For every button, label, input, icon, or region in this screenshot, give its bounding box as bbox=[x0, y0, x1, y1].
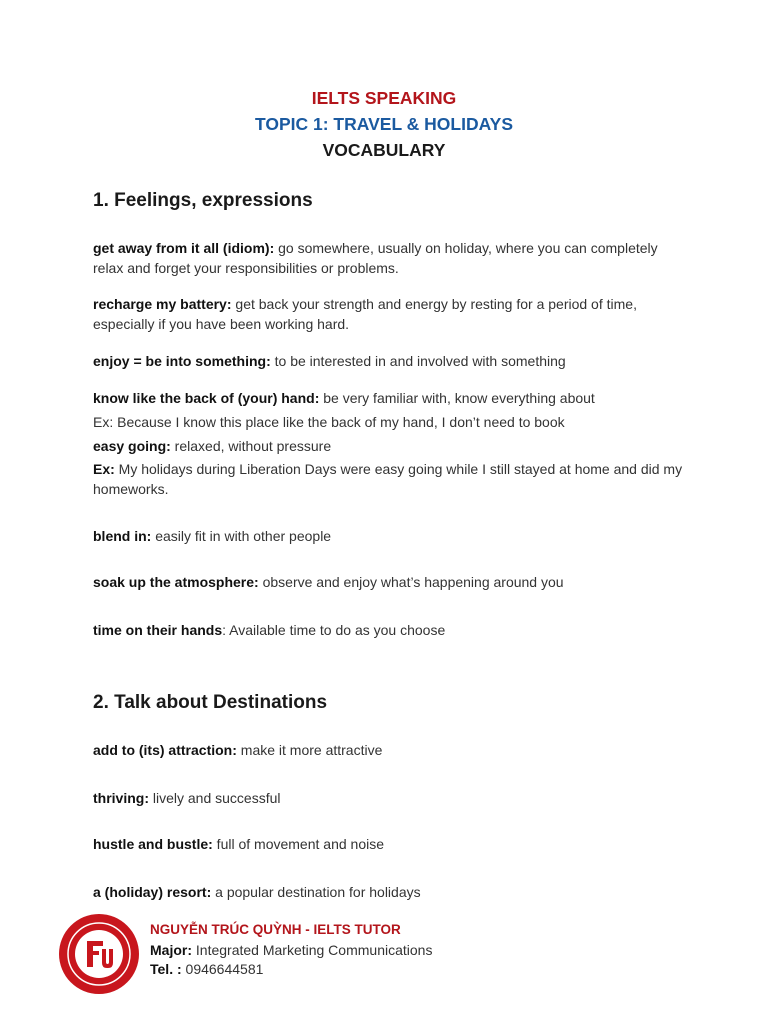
vocab-definition: observe and enjoy what’s happening around you bbox=[258, 574, 564, 590]
tel-value: 0946644581 bbox=[181, 961, 264, 977]
vocab-definition: a popular destination for holidays bbox=[211, 884, 421, 900]
vocab-entry bbox=[93, 572, 683, 592]
vocab-term: time on their hands bbox=[93, 622, 223, 638]
section-title-feelings: 1. Feelings, expressions bbox=[93, 190, 313, 211]
vocab-definition: go somewhere, usually on holiday, where you can completely relax and forget your responsibilities or problems. bbox=[93, 240, 658, 276]
vocab-entry bbox=[93, 526, 683, 546]
vocab-definition: get back your strength and energy by resting for a period of time, especially if you have been working hard. bbox=[93, 296, 637, 332]
major-label: Major: bbox=[150, 942, 192, 958]
vocab-definition: lively and successful bbox=[149, 790, 281, 806]
vocab-term: soak up the atmosphere: bbox=[93, 574, 259, 590]
header-topic: TOPIC 1: TRAVEL & HOLIDAYS bbox=[254, 114, 513, 134]
vocab-definition: : Available time to do as you choose bbox=[222, 622, 446, 638]
vocab-term: blend in: bbox=[93, 528, 152, 544]
major-value: Integrated Marketing Communications bbox=[192, 942, 433, 958]
vocab-term: recharge my battery: bbox=[93, 296, 232, 312]
vocab-term: enjoy = be into something: bbox=[93, 353, 271, 369]
university-seal-logo bbox=[58, 913, 140, 995]
vocab-entry bbox=[93, 620, 683, 640]
vocab-definition: to be interested in and involved with something bbox=[270, 353, 566, 369]
tutor-major bbox=[150, 942, 432, 958]
vocab-definition: full of movement and noise bbox=[212, 836, 385, 852]
section-title-destinations: 2. Talk about Destinations bbox=[93, 692, 328, 713]
vocab-definition: make it more attractive bbox=[236, 742, 383, 758]
vocab-definition: easily fit in with other people bbox=[151, 528, 332, 544]
vocab-term: easy going: bbox=[93, 438, 171, 454]
vocab-term: know like the back of (your) hand: bbox=[93, 390, 320, 406]
vocab-entry bbox=[93, 238, 683, 278]
vocab-term: get away from it all (idiom): bbox=[93, 240, 275, 256]
vocab-entry bbox=[93, 834, 683, 854]
tutor-phone bbox=[150, 961, 263, 977]
vocab-entry bbox=[93, 294, 683, 334]
vocab-term: hustle and bustle: bbox=[93, 836, 213, 852]
vocab-entry bbox=[93, 388, 683, 408]
vocab-definition: relaxed, without pressure bbox=[170, 438, 332, 454]
tutor-name: NGUYỄN TRÚC QUỲNH - IELTS TUTOR bbox=[150, 922, 401, 937]
vocab-term: Ex: bbox=[93, 461, 115, 477]
vocab-term: thriving: bbox=[93, 790, 149, 806]
vocab-entry bbox=[93, 740, 683, 760]
header-vocabulary: VOCABULARY bbox=[322, 140, 446, 160]
vocab-entry bbox=[93, 436, 683, 456]
vocab-example bbox=[93, 459, 683, 499]
vocab-entry bbox=[93, 882, 683, 902]
vocab-term: a (holiday) resort: bbox=[93, 884, 212, 900]
vocab-term: add to (its) attraction: bbox=[93, 742, 237, 758]
vocab-entry bbox=[93, 788, 683, 808]
vocab-entry bbox=[93, 351, 683, 371]
vocab-definition: Ex: Because I know this place like the back of my hand, I don’t need to book bbox=[93, 414, 565, 430]
vocab-definition: My holidays during Liberation Days were easy going while I still stayed at home and did my homeworks. bbox=[93, 461, 683, 497]
vocab-definition: be very familiar with, know everything about bbox=[319, 390, 595, 406]
tel-label: Tel. : bbox=[150, 961, 182, 977]
vocab-example bbox=[93, 412, 683, 432]
header-ielts-speaking: IELTS SPEAKING bbox=[311, 88, 457, 108]
